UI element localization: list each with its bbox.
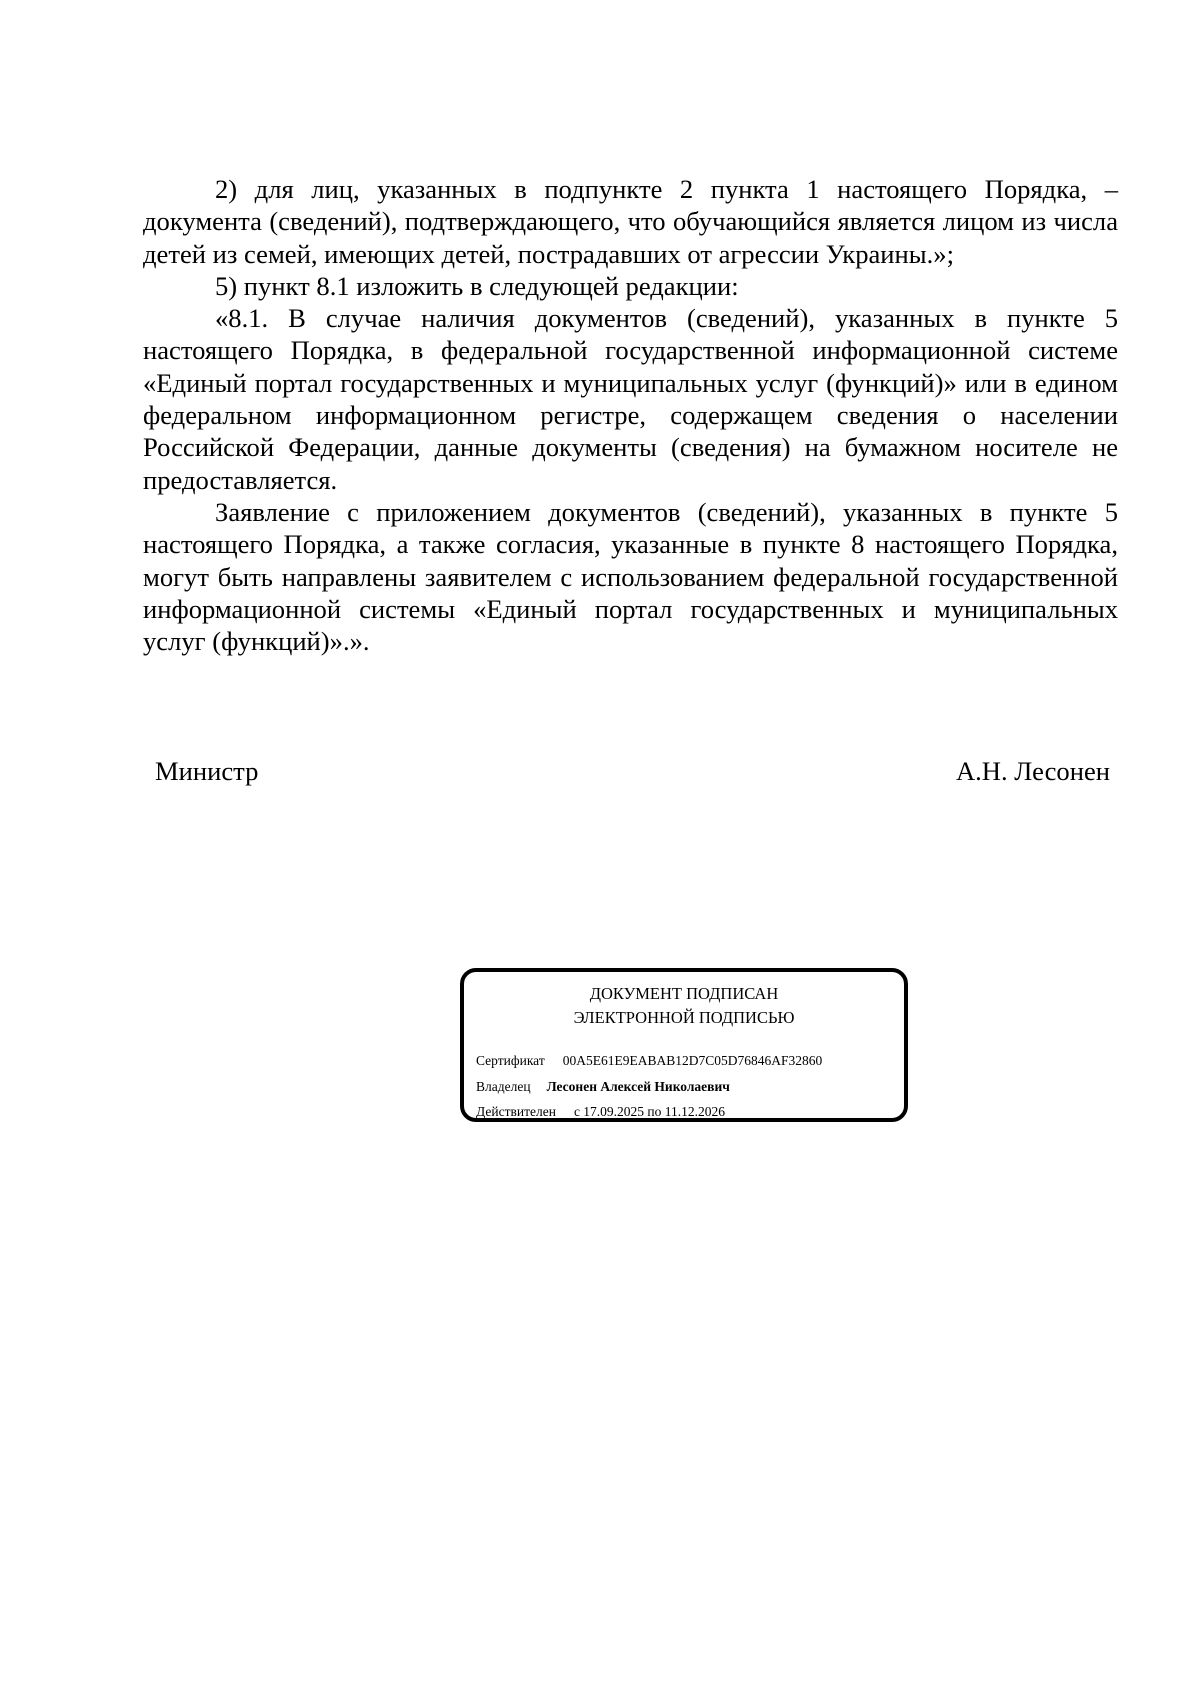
owner-value: Лесонен Алексей Николаевич bbox=[546, 1079, 730, 1094]
stamp-title-line-2: ЭЛЕКТРОННОЙ ПОДПИСЬЮ bbox=[573, 1008, 795, 1027]
stamp-header bbox=[464, 982, 904, 1030]
owner-label: Владелец bbox=[476, 1079, 531, 1094]
signature-block bbox=[155, 755, 1110, 791]
paragraph-application: Заявление с приложением документов (сведений), указанных в пункте 5 настоящего Порядка, а также согласия, указанные в пункте 8 настоящего Порядка, могут быть направлены заявителем с использованием федеральной государственной информационной системы «Единый портал государственных и муниципальных услуг (функций)».». bbox=[143, 496, 1118, 657]
stamp-certificate-row bbox=[476, 1052, 822, 1070]
stamp-validity-row bbox=[476, 1103, 725, 1121]
paragraph-clause-8-1: «8.1. В случае наличия документов (сведений), указанных в пункте 5 настоящего Порядка, в федеральной государственной информационной системе «Единый портал государственных и муниципальных услуг (функций)» или в едином федеральном информационном регистре, содержащем сведения о населении Российской Федерации, данные документы (сведения) на бумажном носителе не предоставляется. bbox=[143, 303, 1118, 495]
stamp-title-line-1: ДОКУМЕНТ ПОДПИСАН bbox=[589, 984, 779, 1003]
signatory-name: А.Н. Лесонен bbox=[955, 756, 1110, 786]
signatory-position: Министр bbox=[155, 756, 259, 786]
paragraph-subitem-2: 2) для лиц, указанных в подпункте 2 пункта 1 настоящего Порядка, – документа (сведений), подтверждающего, что обучающийся является лицом из числа детей из семей, имеющих детей, пострадавших от агрессии Украины.»; bbox=[143, 174, 1118, 269]
stamp-owner-row bbox=[476, 1078, 730, 1096]
document-body bbox=[143, 173, 1118, 657]
validity-label: Действителен bbox=[476, 1104, 556, 1119]
validity-value: с 17.09.2025 по 11.12.2026 bbox=[573, 1104, 726, 1119]
electronic-signature-stamp bbox=[460, 968, 908, 1122]
paragraph-item-5: 5) пункт 8.1 изложить в следующей редакции: bbox=[215, 270, 739, 301]
certificate-value: 00A5E61E9EABAB12D7C05D76846AF32860 bbox=[562, 1053, 823, 1068]
certificate-label: Сертификат bbox=[476, 1053, 545, 1068]
